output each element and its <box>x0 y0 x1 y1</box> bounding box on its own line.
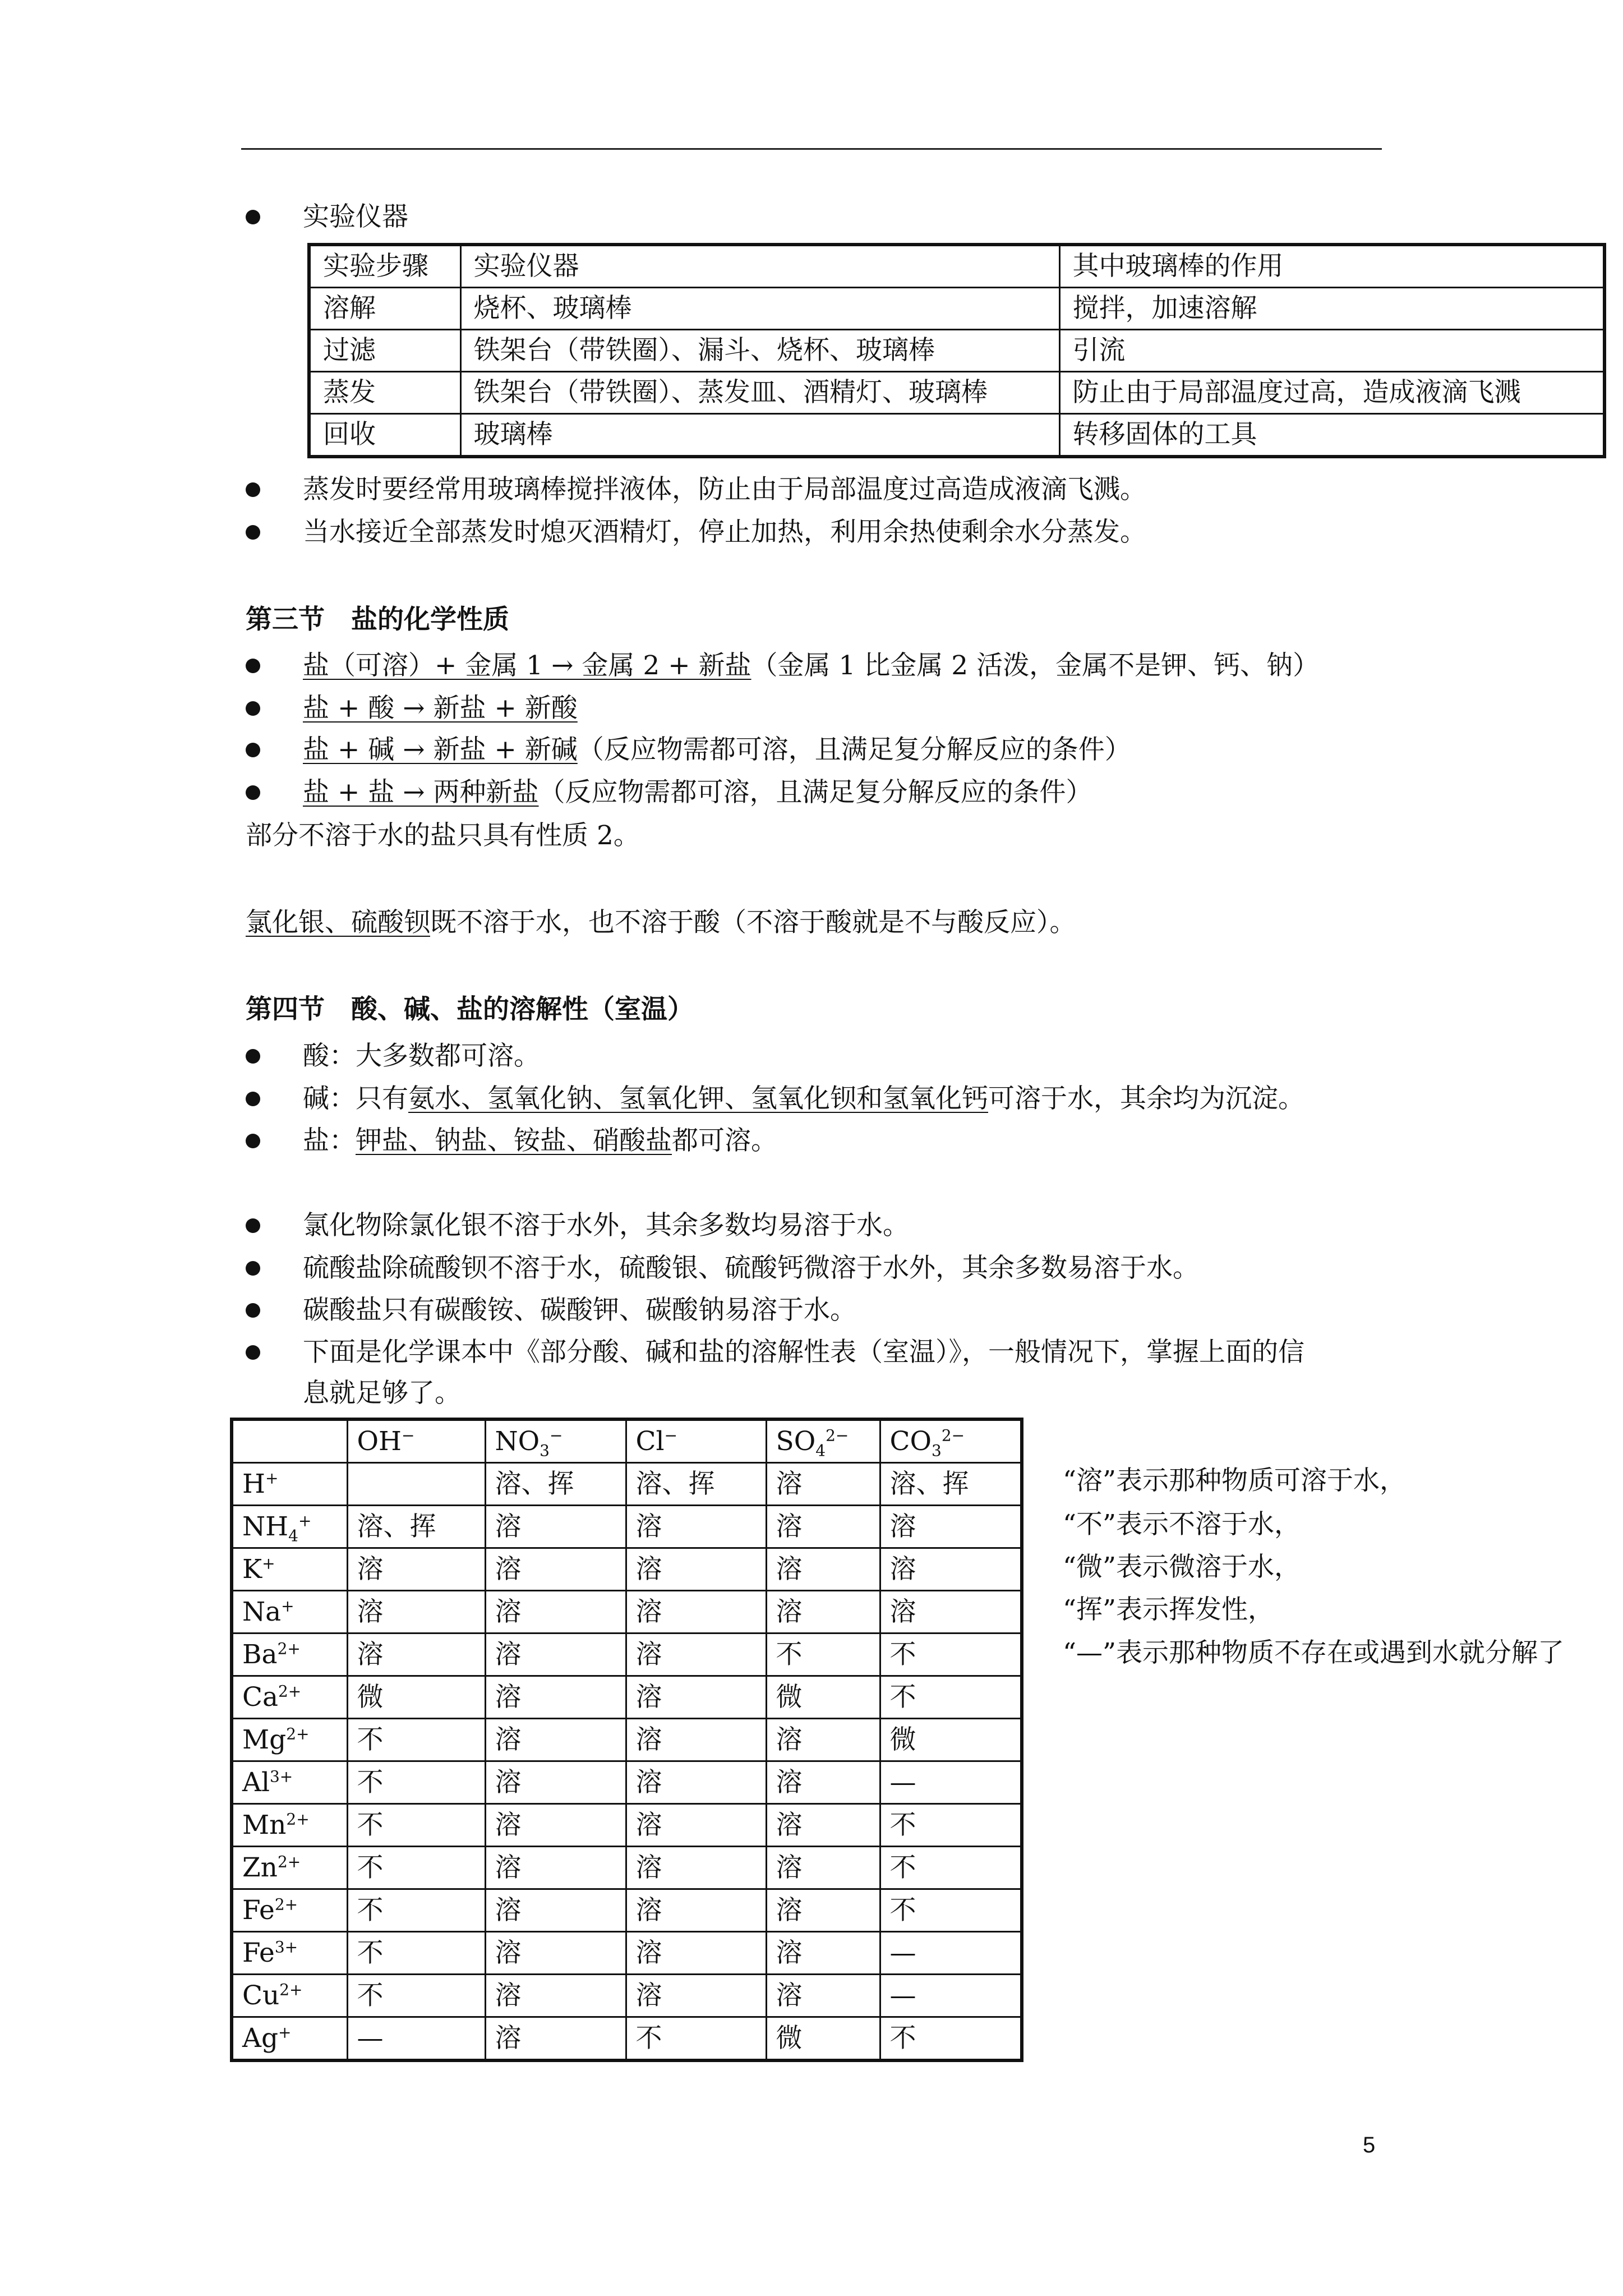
reaction-condition: （反应物需都可溶，且满足复分解反应的条件） <box>538 777 1092 808</box>
bullet-dot <box>246 1049 260 1064</box>
table-cell: 不 <box>347 1975 485 2017</box>
table-cell: 溶 <box>485 1719 626 1761</box>
table-row <box>232 1804 1022 1847</box>
table-header-row <box>232 1419 1022 1463</box>
table-cell: 溶 <box>766 1761 880 1804</box>
ion-symbol: Ba <box>242 1639 278 1670</box>
table-cell: 溶、挥 <box>347 1506 485 1548</box>
table-row <box>232 1847 1022 1889</box>
legend-line: “—”表示那种物质不存在或遇到水就分解了 <box>1063 1637 1565 1668</box>
ion-charge: 3+ <box>269 1767 293 1786</box>
table-cell: 防止由于局部温度过高，造成液滴飞溅 <box>1059 372 1604 414</box>
table-cell: 搅拌，加速溶解 <box>1059 288 1604 330</box>
underlined-term: 氯化银、硫酸钡 <box>246 907 430 938</box>
table-cell: 不 <box>880 2017 1022 2061</box>
ion-symbol: Fe <box>242 1895 275 1926</box>
table-cell: 不 <box>880 1634 1022 1676</box>
bullet-dot <box>246 1218 260 1233</box>
table-row <box>232 1932 1022 1975</box>
table-cell: 不 <box>347 1889 485 1932</box>
table-cell: — <box>347 2017 485 2061</box>
bullet-dot <box>246 1303 260 1318</box>
table-row <box>232 1676 1022 1719</box>
table-cell: 溶 <box>766 1719 880 1761</box>
ion-symbol: Mg <box>242 1724 287 1755</box>
table-cell: 溶 <box>626 1847 766 1889</box>
table-cell: 不 <box>347 1761 485 1804</box>
table-row <box>232 1889 1022 1932</box>
table-cell: 溶 <box>626 1506 766 1548</box>
table-cell: 溶 <box>485 1889 626 1932</box>
table-row <box>309 372 1604 414</box>
table-cell: 溶 <box>347 1591 485 1634</box>
underlined-term: 钾盐、钠盐、铵盐、硝酸盐 <box>356 1125 672 1156</box>
table-cell: 溶 <box>626 1932 766 1975</box>
ion-charge: − <box>664 1426 677 1445</box>
section-heading-3: 第三节 盐的化学性质 <box>246 604 509 635</box>
ion-symbol: Na <box>242 1596 282 1627</box>
ion-cell <box>232 1975 347 2017</box>
table-cell: 过滤 <box>309 330 460 372</box>
table-cell: 溶 <box>485 1548 626 1591</box>
ion-charge: 2+ <box>279 1980 303 1999</box>
table-cell: 蒸发 <box>309 372 460 414</box>
table-cell: 溶 <box>485 1676 626 1719</box>
table-row <box>232 1719 1022 1761</box>
legend-line: “不”表示不溶于水， <box>1063 1509 1301 1540</box>
bullet-dot <box>246 482 260 497</box>
table-cell: 不 <box>766 1634 880 1676</box>
table-header-row <box>309 245 1604 288</box>
table-cell: — <box>880 1932 1022 1975</box>
text-part: 可溶于水，其余均为沉淀。 <box>988 1083 1304 1114</box>
table-cell: 溶 <box>626 1889 766 1932</box>
ion-symbol: Al <box>242 1767 270 1798</box>
ion-cell <box>880 1419 1022 1463</box>
bullet-dot <box>246 743 260 757</box>
table-cell: 溶 <box>880 1548 1022 1591</box>
table-cell: 微 <box>766 1676 880 1719</box>
paragraph-property-2: 部分不溶于水的盐只具有性质 2。 <box>246 820 640 851</box>
ion-symbol: NH <box>242 1511 289 1542</box>
table-cell: 溶 <box>626 1634 766 1676</box>
table-cell: 烧杯、玻璃棒 <box>460 288 1059 330</box>
ion-symbol: Mn <box>242 1810 287 1841</box>
table-cell: 回收 <box>309 414 460 457</box>
table-cell <box>347 1463 485 1506</box>
table-cell: 溶 <box>485 1847 626 1889</box>
reaction-equation: 盐 + 酸 → 新盐 + 新酸 <box>303 693 578 724</box>
table-cell: 溶、挥 <box>626 1463 766 1506</box>
corner-cell <box>232 1419 347 1463</box>
table-cell: 不 <box>880 1804 1022 1847</box>
ion-charge: 2+ <box>278 1682 302 1701</box>
table-cell: 溶解 <box>309 288 460 330</box>
bullet-text <box>303 1124 777 1158</box>
table-cell: 玻璃棒 <box>460 414 1059 457</box>
table-cell: 溶、挥 <box>485 1463 626 1506</box>
bullet-dot <box>246 1261 260 1276</box>
bullet-dot <box>246 210 260 224</box>
ion-symbol: CO <box>889 1426 932 1457</box>
table-cell: 微 <box>766 2017 880 2061</box>
table-cell: 铁架台（带铁圈）、漏斗、烧杯、玻璃棒 <box>460 330 1059 372</box>
ion-cell <box>232 1932 347 1975</box>
bullet-text <box>303 733 1131 767</box>
table-row <box>232 1591 1022 1634</box>
ion-charge: 2+ <box>286 1810 310 1829</box>
ion-cell <box>232 1463 347 1506</box>
table-cell: 溶 <box>766 1804 880 1847</box>
bullet-dot <box>246 1134 260 1148</box>
paragraph-insoluble <box>246 906 1076 940</box>
text-part: 都可溶。 <box>672 1125 777 1156</box>
table-row <box>309 414 1604 457</box>
bullet-text <box>303 1082 1304 1116</box>
table-cell: 溶 <box>626 1804 766 1847</box>
table-header-cell: 实验仪器 <box>460 245 1059 288</box>
text-part: 碱：只有 <box>303 1083 408 1114</box>
ion-subscript: 4 <box>288 1526 298 1545</box>
table-cell: 溶 <box>880 1591 1022 1634</box>
ion-symbol: H <box>242 1469 265 1499</box>
ion-cell <box>232 1847 347 1889</box>
ion-charge: + <box>278 2023 292 2042</box>
table-cell: 不 <box>880 1676 1022 1719</box>
reaction-condition: （反应物需都可溶，且满足复分解反应的条件） <box>577 734 1131 765</box>
ion-charge: 2+ <box>277 1639 301 1658</box>
table-cell: 溶 <box>347 1634 485 1676</box>
table-cell: 溶 <box>766 1548 880 1591</box>
ion-charge: + <box>262 1554 275 1573</box>
ion-cell <box>232 1676 347 1719</box>
ion-symbol: OH <box>357 1426 402 1457</box>
table-cell: 溶 <box>880 1506 1022 1548</box>
table-cell: 不 <box>347 1932 485 1975</box>
ion-symbol: K <box>242 1554 262 1585</box>
table-cell: 微 <box>880 1719 1022 1761</box>
bullet-text <box>303 776 1092 809</box>
apparatus-table <box>307 243 1606 458</box>
ion-cell <box>232 1761 347 1804</box>
legend-line: “微”表示微溶于水， <box>1063 1552 1301 1582</box>
table-cell: 溶 <box>766 1975 880 2017</box>
ion-subscript: 3 <box>932 1441 942 1460</box>
table-row <box>232 1975 1022 2017</box>
bullet-text: 碳酸盐只有碳酸铵、碳酸钾、碳酸钠易溶于水。 <box>303 1295 856 1326</box>
table-cell: 溶 <box>766 1847 880 1889</box>
table-header-cell: 实验步骤 <box>309 245 460 288</box>
table-row <box>309 288 1604 330</box>
table-row <box>232 1761 1022 1804</box>
reaction-equation: 盐（可溶）+ 金属 1 → 金属 2 + 新盐 <box>303 650 751 681</box>
table-cell: 溶 <box>485 1804 626 1847</box>
intro-continuation: 息就足够了。 <box>303 1378 461 1409</box>
table-row <box>232 2017 1022 2061</box>
section-heading-4: 第四节 酸、碱、盐的溶解性（室温） <box>246 994 694 1025</box>
bullet-dot <box>246 659 260 673</box>
ion-cell <box>232 1719 347 1761</box>
table-cell: 不 <box>347 1804 485 1847</box>
bullet-text: 下面是化学课本中《部分酸、碱和盐的溶解性表（室温）》，一般情况下，掌握上面的信 <box>303 1337 1304 1368</box>
bullet-dot <box>246 785 260 800</box>
table-cell: 溶 <box>485 2017 626 2061</box>
ion-cell <box>485 1419 626 1463</box>
ion-symbol: NO <box>495 1426 540 1457</box>
table-row <box>232 1548 1022 1591</box>
table-cell: 溶 <box>626 1676 766 1719</box>
reaction-equation: 盐 + 碱 → 新盐 + 新碱 <box>303 734 578 765</box>
table-cell: 溶 <box>766 1889 880 1932</box>
table-header-cell: 其中玻璃棒的作用 <box>1059 245 1604 288</box>
ion-symbol: Cu <box>242 1980 280 2011</box>
ion-cell <box>232 1634 347 1676</box>
table-cell: 铁架台（带铁圈）、蒸发皿、酒精灯、玻璃棒 <box>460 372 1059 414</box>
ion-symbol: Cl <box>635 1426 665 1457</box>
ion-cell <box>232 1889 347 1932</box>
table-cell: 不 <box>347 1847 485 1889</box>
bullet-dot <box>246 1092 260 1106</box>
ion-charge: + <box>281 1596 294 1616</box>
bullet-text: 当水接近全部蒸发时熄灭酒精灯，停止加热，利用余热使剩余水分蒸发。 <box>303 517 1146 547</box>
table-cell: — <box>880 1975 1022 2017</box>
ion-symbol: Fe <box>242 1938 275 1968</box>
reaction-equation: 盐 + 盐 → 两种新盐 <box>303 777 539 808</box>
page-number: 5 <box>1363 2133 1376 2157</box>
paragraph-text: 既不溶于水，也不溶于酸（不溶于酸就是不与酸反应）。 <box>430 907 1076 938</box>
legend-line: “挥”表示挥发性， <box>1063 1594 1275 1625</box>
table-row <box>232 1634 1022 1676</box>
ion-charge: − <box>550 1426 563 1445</box>
bullet-dot <box>246 1345 260 1360</box>
table-cell: 不 <box>880 1889 1022 1932</box>
ion-charge: 2+ <box>274 1895 298 1914</box>
table-cell: — <box>880 1761 1022 1804</box>
ion-symbol: Zn <box>242 1852 278 1883</box>
table-cell: 不 <box>880 1847 1022 1889</box>
table-cell: 转移固体的工具 <box>1059 414 1604 457</box>
ion-subscript: 3 <box>540 1441 550 1460</box>
bullet-text: 实验仪器 <box>303 201 408 232</box>
table-cell: 溶、挥 <box>880 1463 1022 1506</box>
ion-charge: 2− <box>941 1426 965 1445</box>
table-cell: 溶 <box>485 1975 626 2017</box>
text-part: 盐： <box>303 1125 356 1156</box>
ion-cell <box>232 1591 347 1634</box>
table-cell: 溶 <box>485 1634 626 1676</box>
table-cell: 溶 <box>485 1591 626 1634</box>
reaction-condition: （金属 1 比金属 2 活泼，金属不是钾、钙、钠） <box>751 650 1320 681</box>
bullet-text: 蒸发时要经常用玻璃棒搅拌液体，防止由于局部温度过高造成液滴飞溅。 <box>303 474 1146 505</box>
bullet-text: 硫酸盐除硫酸钡不溶于水，硫酸银、硫酸钙微溶于水外，其余多数易溶于水。 <box>303 1253 1199 1283</box>
table-cell: 溶 <box>626 1761 766 1804</box>
table-cell: 溶 <box>766 1463 880 1506</box>
table-row <box>232 1506 1022 1548</box>
header-rule <box>241 148 1382 150</box>
ion-charge: + <box>298 1511 312 1530</box>
table-cell: 不 <box>347 1719 485 1761</box>
ion-cell <box>626 1419 766 1463</box>
table-cell: 溶 <box>485 1761 626 1804</box>
table-cell: 溶 <box>485 1932 626 1975</box>
table-cell: 溶 <box>626 1975 766 2017</box>
table-cell: 溶 <box>766 1591 880 1634</box>
table-cell: 溶 <box>485 1506 626 1548</box>
legend-line: “溶”表示那种物质可溶于水， <box>1063 1465 1407 1496</box>
ion-subscript: 4 <box>815 1441 826 1460</box>
bullet-text: 酸：大多数都可溶。 <box>303 1041 540 1071</box>
table-row <box>232 1463 1022 1506</box>
bullet-text: 氯化物除氯化银不溶于水外，其余多数均易溶于水。 <box>303 1210 909 1241</box>
bullet-text <box>303 692 578 725</box>
table-cell: 溶 <box>626 1548 766 1591</box>
ion-cell <box>347 1419 485 1463</box>
ion-charge: 2+ <box>286 1724 310 1743</box>
table-cell: 溶 <box>766 1932 880 1975</box>
table-cell: 溶 <box>766 1506 880 1548</box>
table-cell: 溶 <box>626 1591 766 1634</box>
table-row <box>309 330 1604 372</box>
ion-cell <box>232 1548 347 1591</box>
ion-charge: 3+ <box>274 1938 298 1957</box>
table-cell: 溶 <box>347 1548 485 1591</box>
ion-cell <box>232 1506 347 1548</box>
underlined-term: 氨水、氢氧化钠、氢氧化钾、氢氧化钡和氢氧化钙 <box>408 1083 988 1114</box>
bullet-dot <box>246 701 260 716</box>
ion-charge: − <box>402 1426 415 1445</box>
solubility-table <box>230 1418 1023 2062</box>
table-cell: 引流 <box>1059 330 1604 372</box>
ion-cell <box>232 2017 347 2061</box>
bullet-dot <box>246 525 260 540</box>
table-cell: 溶 <box>626 1719 766 1761</box>
ion-charge: 2+ <box>277 1852 301 1871</box>
ion-cell <box>766 1419 880 1463</box>
bullet-text <box>303 649 1319 683</box>
ion-charge: + <box>265 1469 279 1488</box>
table-cell: 微 <box>347 1676 485 1719</box>
table-cell: 不 <box>626 2017 766 2061</box>
ion-charge: 2− <box>826 1426 849 1445</box>
ion-cell <box>232 1804 347 1847</box>
ion-symbol: SO <box>776 1426 816 1457</box>
ion-symbol: Ca <box>242 1682 278 1713</box>
ion-symbol: Ag <box>242 2023 279 2054</box>
